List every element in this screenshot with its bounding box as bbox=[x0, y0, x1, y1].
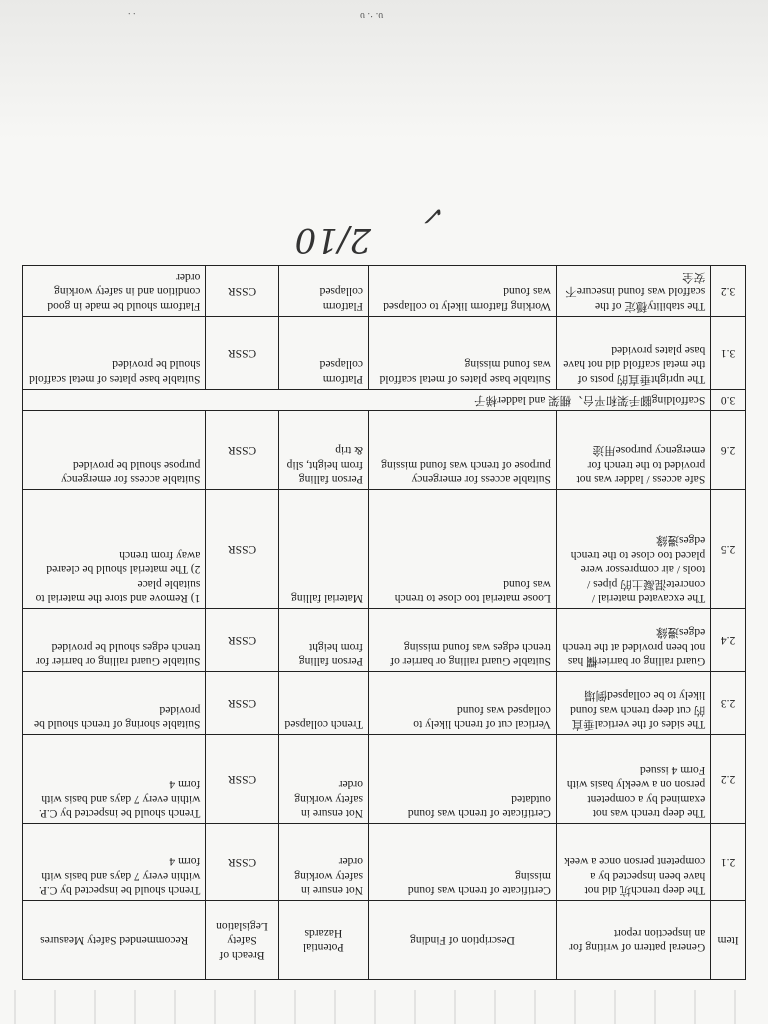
header-breach: Breach of Safety Legislation bbox=[206, 901, 278, 980]
row-breach: CSSR bbox=[206, 316, 278, 389]
row-hazards: Person falling from height, slip & trip bbox=[278, 411, 368, 490]
table-row bbox=[23, 672, 746, 735]
header-item: Item bbox=[711, 901, 746, 980]
row-breach: CSSR bbox=[206, 490, 278, 609]
scan-background-top bbox=[0, 0, 768, 140]
row-breach: CSSR bbox=[206, 672, 278, 735]
row-description: Certificate of trench was found outdated bbox=[369, 735, 557, 824]
row-hazards: Material falling bbox=[278, 490, 368, 609]
section-row bbox=[23, 389, 746, 410]
row-pattern: The sides of the vertical垂直的 cut deep trench was found likely to be collapsed倒塌 bbox=[556, 672, 710, 735]
row-hazards: Flatform collapsed bbox=[278, 265, 368, 316]
handwritten-check-mark: ✓ bbox=[424, 200, 446, 230]
row-pattern: The deep trench坑 did not have been inspected by a competent person once a week bbox=[556, 824, 710, 901]
scan-marker-center: υ. ·. υ bbox=[360, 10, 384, 21]
row-recommended: Flatform should be made in good condition and in safety working order bbox=[23, 265, 206, 316]
row-description: Loose material too close to trench was found bbox=[369, 490, 557, 609]
scan-marker-left: . . bbox=[128, 10, 136, 21]
table-row bbox=[23, 411, 746, 490]
row-item: 3.2 bbox=[711, 265, 746, 316]
section-title: Scaffolding腳手架和平台、棚架 and ladder梯子 bbox=[23, 389, 711, 410]
row-recommended: 1) Remove and store the material to suitable place 2) The material should be cleared away from trench bbox=[23, 490, 206, 609]
header-pattern: General pattern of writing for an inspection report bbox=[556, 901, 710, 980]
row-recommended: Suitable Guard railing or barrier for trench edges should be provided bbox=[23, 609, 206, 672]
table-row bbox=[23, 824, 746, 901]
row-breach: CSSR bbox=[206, 735, 278, 824]
row-item: 2.3 bbox=[711, 672, 746, 735]
row-description: Suitable base plates of metal scaffold was found missing bbox=[369, 316, 557, 389]
table-row bbox=[23, 490, 746, 609]
handwritten-date: 2/10 bbox=[294, 220, 371, 260]
row-hazards: Platform collapsed bbox=[278, 316, 368, 389]
row-description: Vertical cut of trench likely to collapsed was found bbox=[369, 672, 557, 735]
table-row bbox=[23, 735, 746, 824]
row-hazards: Trench collapsed bbox=[278, 672, 368, 735]
header-description: Description of Finding bbox=[369, 901, 557, 980]
row-breach: CSSR bbox=[206, 265, 278, 316]
row-item: 2.5 bbox=[711, 490, 746, 609]
row-recommended: Suitable shoring of trench should be provided bbox=[23, 672, 206, 735]
row-pattern: The excavated material / concrete混凝土的 pipes / tools / air compressor were placed too close to the trench edges邊緣 bbox=[556, 490, 710, 609]
header-hazards: Potential Hazards bbox=[278, 901, 368, 980]
row-recommended: Trench should be inspected by C.P. within every 7 days and basis with form 4 bbox=[23, 824, 206, 901]
row-description: Suitable access for emergency purpose of trench was found missing bbox=[369, 411, 557, 490]
row-hazards: Person falling from height bbox=[278, 609, 368, 672]
row-item: 2.1 bbox=[711, 824, 746, 901]
row-recommended: Suitable base plates of metal scaffold should be provided bbox=[23, 316, 206, 389]
row-item: 2.4 bbox=[711, 609, 746, 672]
section-item: 3.0 bbox=[711, 389, 746, 410]
inspection-report-page bbox=[22, 130, 746, 980]
row-recommended: Trench should be inspected by C.P. within every 7 days and basis with form 4 bbox=[23, 735, 206, 824]
row-pattern: Guard railing or barrier欄 has not been provided at the trench edges邊緣 bbox=[556, 609, 710, 672]
row-breach: CSSR bbox=[206, 411, 278, 490]
row-hazards: Not ensure in safety working order bbox=[278, 735, 368, 824]
row-pattern: The upright垂直的 posts of the metal scaffold did not have base plates provided bbox=[556, 316, 710, 389]
table-header-row bbox=[23, 901, 746, 980]
row-pattern: The deep trench was not examined by a competent person on a weekly basis with Form 4 issued bbox=[556, 735, 710, 824]
scan-background-bottom bbox=[0, 990, 768, 1024]
row-breach: CSSR bbox=[206, 609, 278, 672]
row-pattern: Safe access / ladder was not provided to the trench for emergency purpose用途 bbox=[556, 411, 710, 490]
row-hazards: Not ensure in safety working order bbox=[278, 824, 368, 901]
inspection-table bbox=[22, 265, 746, 980]
table-row bbox=[23, 265, 746, 316]
row-description: Certificate of trench was found missing bbox=[369, 824, 557, 901]
row-description: Working flatform likely to collapsed was found bbox=[369, 265, 557, 316]
table-row bbox=[23, 609, 746, 672]
header-recommended: Recommended Safety Measures bbox=[23, 901, 206, 980]
row-recommended: Suitable access for emergency purpose should be provided bbox=[23, 411, 206, 490]
row-item: 2.2 bbox=[711, 735, 746, 824]
table-row bbox=[23, 316, 746, 389]
row-description: Suitable Guard railing or barrier of trench edges was found missing bbox=[369, 609, 557, 672]
row-item: 3.1 bbox=[711, 316, 746, 389]
row-pattern: The stability穩定 of the scaffold was found insecure不安全 bbox=[556, 265, 710, 316]
row-item: 2.6 bbox=[711, 411, 746, 490]
row-breach: CSSR bbox=[206, 824, 278, 901]
